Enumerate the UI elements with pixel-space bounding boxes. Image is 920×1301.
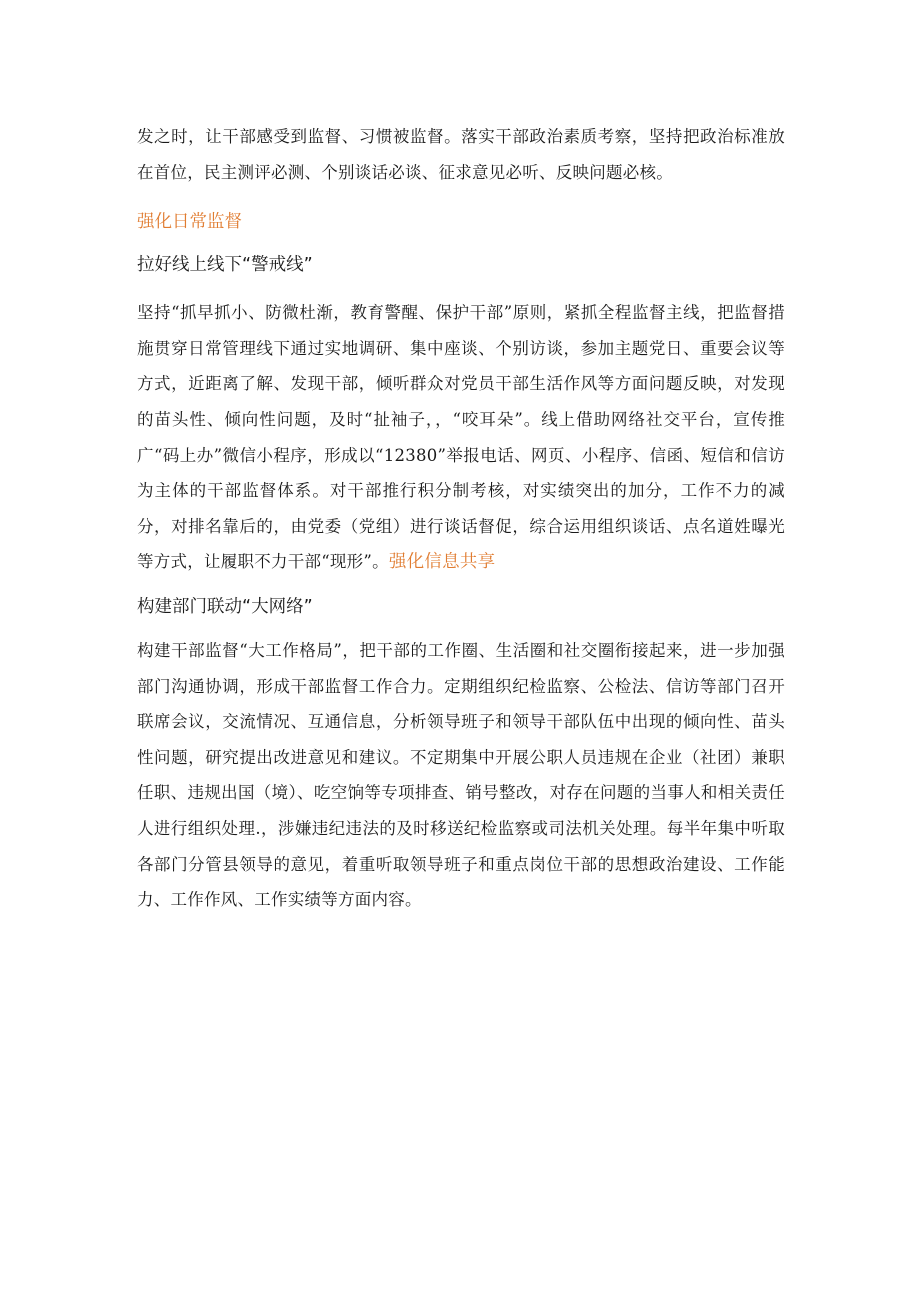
paragraph-daily-supervision xyxy=(137,295,785,581)
subheading-big-network: 构建部门联动“大网络” xyxy=(137,596,313,617)
document-page xyxy=(137,119,785,918)
subheading-warning-line: 拉好线上线下“警戒线” xyxy=(137,255,313,276)
section-heading-daily-supervision: 强化日常监督 xyxy=(137,212,242,233)
section-heading-info-sharing: 强化信息共享 xyxy=(388,552,496,573)
paragraph-intro: 发之时，让干部感受到监督、习惯被监督。落实干部政治素质考察，坚持把政治标准放在首位，民主测评必测、个别谈话必谈、征求意见必听、反映问题必核。 xyxy=(137,127,785,182)
paragraph-info-sharing: 构建干部监督“大工作格局”，把干部的工作圈、生活圈和社交圈衔接起来，进一步加强部门沟通协调，形成干部监督工作合力。定期组织纪检监察、公检法、信访等部门召开联席会议，交流情况、互通信息，分析领导班子和领导干部队伍中出现的倾向性、苗头性问题，研究提出改进意见和建议。不定期集中开展公职人员违规在企业（社团）兼职任职、违规出国（境）、吃空饷等专项排查、销号整改，对存在问题的当事人和相关责任人进行组织处理.，涉嫌违纪违法的及时移送纪检监察或司法机关处理。每半年集中听取各部门分管县领导的意见，着重听取领导班子和重点岗位干部的思想政治建设、工作能力、工作作风、工作实绩等方面内容。 xyxy=(137,640,785,910)
paragraph-daily-supervision-text: 坚持“抓早抓小、防微杜渐，教育警醒、保护干部”原则，紧抓全程监督主线，把监督措施贯穿日常管理线下通过实地调研、集中座谈、个别访谈，参加主题党日、重要会议等方式，近距离了解、发现干部，倾听群众对党员干部生活作风等方面问题反映，对发现的苗头性、倾向性问题，及时“扯袖子，，“咬耳朵”。线上借助网络社交平台，宣传推广“码上办”微信小程序，形成以“12380”举报电话、网页、小程序、信函、短信和信访为主体的干部监督体系。对干部推行积分制考核，对实绩突出的加分，工作不力的减分，对排名靠后的，由党委（党组）进行谈话督促，综合运用组织谈话、点名道姓曝光等方式，让履职不力干部“现形”。 xyxy=(137,303,785,572)
